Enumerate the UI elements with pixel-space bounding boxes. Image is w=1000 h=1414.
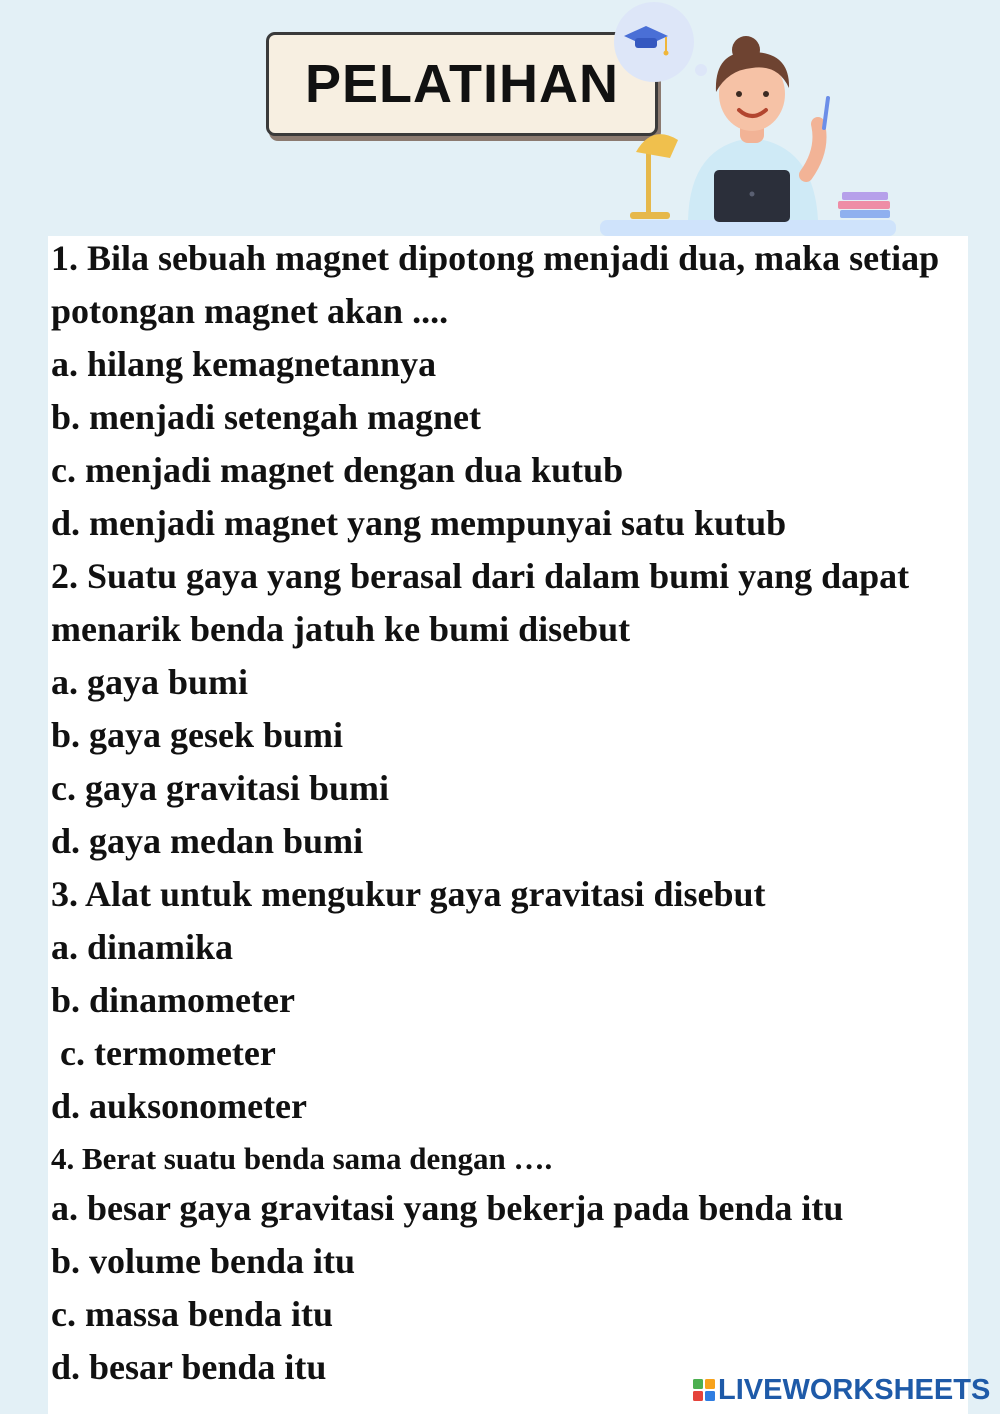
question-1-option-a: a. hilang kemagnetannya [51, 344, 437, 384]
question-3-option-d: d. auksonometer [51, 1086, 308, 1126]
question-1-option-c: c. menjadi magnet dengan dua kutub [51, 450, 624, 490]
question-1-option-b: b. menjadi setengah magnet [51, 397, 481, 437]
page-title: PELATIHAN [305, 54, 619, 114]
question-1-text-line-1: 1. Bila sebuah magnet dipotong menjadi dua, maka setiap [51, 238, 940, 278]
question-4-option-c: c. massa benda itu [51, 1294, 334, 1334]
question-3-option-c: c. termometer [51, 1033, 276, 1073]
question-3-option-b: b. dinamometer [51, 980, 295, 1020]
question-3-option-a: a. dinamika [51, 927, 234, 967]
question-sheet [48, 236, 968, 1414]
question-3-text: 3. Alat untuk mengukur gaya gravitasi disebut [51, 874, 766, 914]
question-2-text-line-1: 2. Suatu gaya yang berasal dari dalam bumi yang dapat [51, 556, 910, 596]
question-1-option-d: d. menjadi magnet yang mempunyai satu kutub [51, 503, 787, 543]
question-2-option-d: d. gaya medan bumi [51, 821, 364, 861]
watermark-text: LIVEWORKSHEETS [718, 1373, 991, 1406]
liveworksheets-watermark [693, 1374, 990, 1406]
liveworksheets-logo-icon [693, 1379, 715, 1401]
question-2-option-a: a. gaya bumi [51, 662, 249, 702]
question-4-text: 4. Berat suatu benda sama dengan …. [51, 1141, 553, 1176]
question-2-text-line-2: menarik benda jatuh ke bumi disebut [51, 609, 631, 649]
teacher-with-laptop-icon [596, 0, 906, 240]
question-4-option-a: a. besar gaya gravitasi yang bekerja pada benda itu [51, 1188, 844, 1228]
question-4-option-b: b. volume benda itu [51, 1241, 356, 1281]
question-1-text-line-2: potongan magnet akan .... [51, 291, 449, 331]
question-2-option-b: b. gaya gesek bumi [51, 715, 344, 755]
question-4-option-d: d. besar benda itu [51, 1347, 327, 1387]
question-2-option-c: c. gaya gravitasi bumi [51, 768, 389, 808]
